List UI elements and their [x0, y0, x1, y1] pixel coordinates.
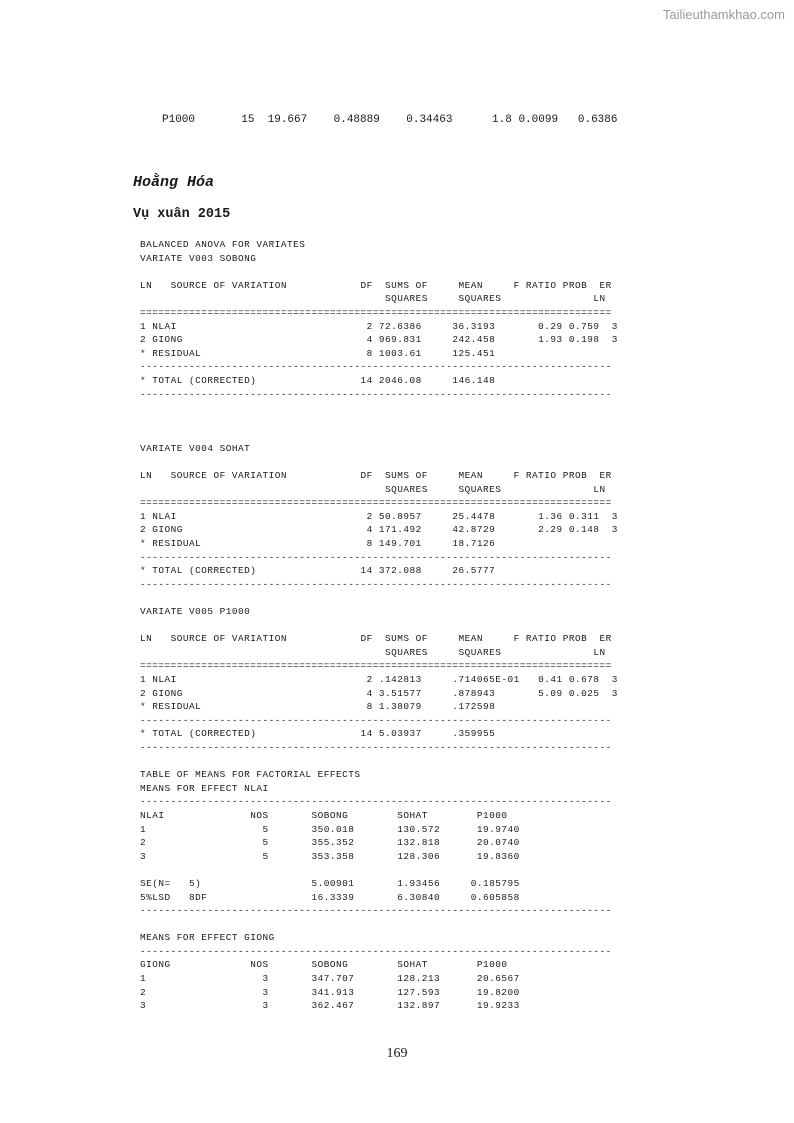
- report-line: 1 NLAI 2 72.6386 36.3193 0.29 0.759 3: [140, 320, 618, 332]
- report-line: GIONG NOS SOBONG SOHAT P1000: [140, 959, 508, 971]
- report-line: VARIATE V003 SOBONG: [140, 252, 257, 264]
- season-heading: Vụ xuân 2015: [133, 207, 231, 222]
- page-number: 169: [386, 1046, 408, 1061]
- report-line: SQUARES SQUARES LN: [140, 646, 606, 658]
- report-line: -----------------------------------------------------------------------------: [140, 361, 612, 373]
- report-line: -----------------------------------------------------------------------------: [140, 945, 612, 957]
- report-line: * RESIDUAL 8 149.701 18.7126: [140, 538, 496, 550]
- report-line: BALANCED ANOVA FOR VARIATES: [140, 239, 306, 250]
- report-line: -----------------------------------------------------------------------------: [140, 578, 612, 590]
- report-line: -----------------------------------------------------------------------------: [140, 551, 612, 563]
- report-line: 3 3 362.467 132.897 19.9233: [140, 1000, 520, 1012]
- report-line: 2 GIONG 4 969.831 242.458 1.93 0.198 3: [140, 334, 618, 346]
- report-line: 1 3 347.707 128.213 20.6567: [140, 973, 520, 985]
- report-line: [140, 591, 618, 605]
- report-line: TABLE OF MEANS FOR FACTORIAL EFFECTS: [140, 769, 361, 781]
- report-line: 1 NLAI 2 50.8957 25.4478 1.36 0.311 3: [140, 510, 618, 522]
- report-line: [140, 863, 618, 877]
- report-line: SQUARES SQUARES LN: [140, 293, 606, 305]
- report-line: =============================================================================: [140, 497, 612, 509]
- report-line: NLAI NOS SOBONG SOHAT P1000: [140, 809, 508, 821]
- report-line: 2 5 355.352 132.818 20.0740: [140, 837, 520, 849]
- report-line: [140, 755, 618, 769]
- report-line: 2 GIONG 4 3.51577 .878943 5.09 0.025 3: [140, 687, 618, 699]
- report-line: SE(N= 5) 5.00901 1.93456 0.185795: [140, 877, 520, 889]
- report-line: -----------------------------------------------------------------------------: [140, 741, 612, 753]
- report-line: * TOTAL (CORRECTED) 14 2046.08 146.148: [140, 374, 496, 386]
- report-line: LN SOURCE OF VARIATION DF SUMS OF MEAN F RATIO PROB ER: [140, 470, 612, 482]
- report-line: -----------------------------------------------------------------------------: [140, 796, 612, 808]
- report-line: [140, 401, 618, 415]
- report-line: * TOTAL (CORRECTED) 14 372.088 26.5777: [140, 565, 496, 577]
- report-line: [140, 918, 618, 932]
- report-line: 2 3 341.913 127.593 19.8200: [140, 986, 520, 998]
- anova-report: [140, 238, 618, 1013]
- top-summary-line: P1000 15 19.667 0.48889 0.34463 1.8 0.0099 0.6386: [162, 114, 618, 126]
- location-heading: Hoằng Hóa: [133, 174, 215, 191]
- report-line: [140, 456, 618, 470]
- report-line: 1 5 350.018 130.572 19.9740: [140, 823, 520, 835]
- report-line: SQUARES SQUARES LN: [140, 483, 606, 495]
- report-line: -----------------------------------------------------------------------------: [140, 714, 612, 726]
- report-line: =============================================================================: [140, 306, 612, 318]
- report-line: * RESIDUAL 8 1003.61 125.451: [140, 347, 496, 359]
- report-line: LN SOURCE OF VARIATION DF SUMS OF MEAN F RATIO PROB ER: [140, 633, 612, 645]
- report-line: [140, 415, 618, 429]
- report-line: MEANS FOR EFFECT NLAI: [140, 782, 269, 794]
- report-line: =============================================================================: [140, 660, 612, 672]
- report-line: VARIATE V005 P1000: [140, 606, 251, 618]
- report-line: -----------------------------------------------------------------------------: [140, 388, 612, 400]
- watermark: Tailieuthamkhao.com: [662, 7, 785, 22]
- report-line: * RESIDUAL 8 1.38079 .172598: [140, 701, 496, 713]
- report-line: 3 5 353.358 128.306 19.8360: [140, 850, 520, 862]
- report-line: 5%LSD 8DF 16.3339 6.30840 0.605858: [140, 891, 520, 903]
- report-line: [140, 428, 618, 442]
- report-line: [140, 619, 618, 633]
- report-line: * TOTAL (CORRECTED) 14 5.03937 .359955: [140, 728, 496, 740]
- report-line: MEANS FOR EFFECT GIONG: [140, 932, 275, 944]
- report-line: VARIATE V004 SOHAT: [140, 442, 251, 454]
- report-line: [140, 265, 618, 279]
- report-line: 1 NLAI 2 .142813 .714065E-01 0.41 0.678 3: [140, 674, 618, 685]
- report-line: LN SOURCE OF VARIATION DF SUMS OF MEAN F RATIO PROB ER: [140, 279, 612, 291]
- report-line: -----------------------------------------------------------------------------: [140, 905, 612, 917]
- report-line: 2 GIONG 4 171.492 42.8729 2.29 0.148 3: [140, 524, 618, 536]
